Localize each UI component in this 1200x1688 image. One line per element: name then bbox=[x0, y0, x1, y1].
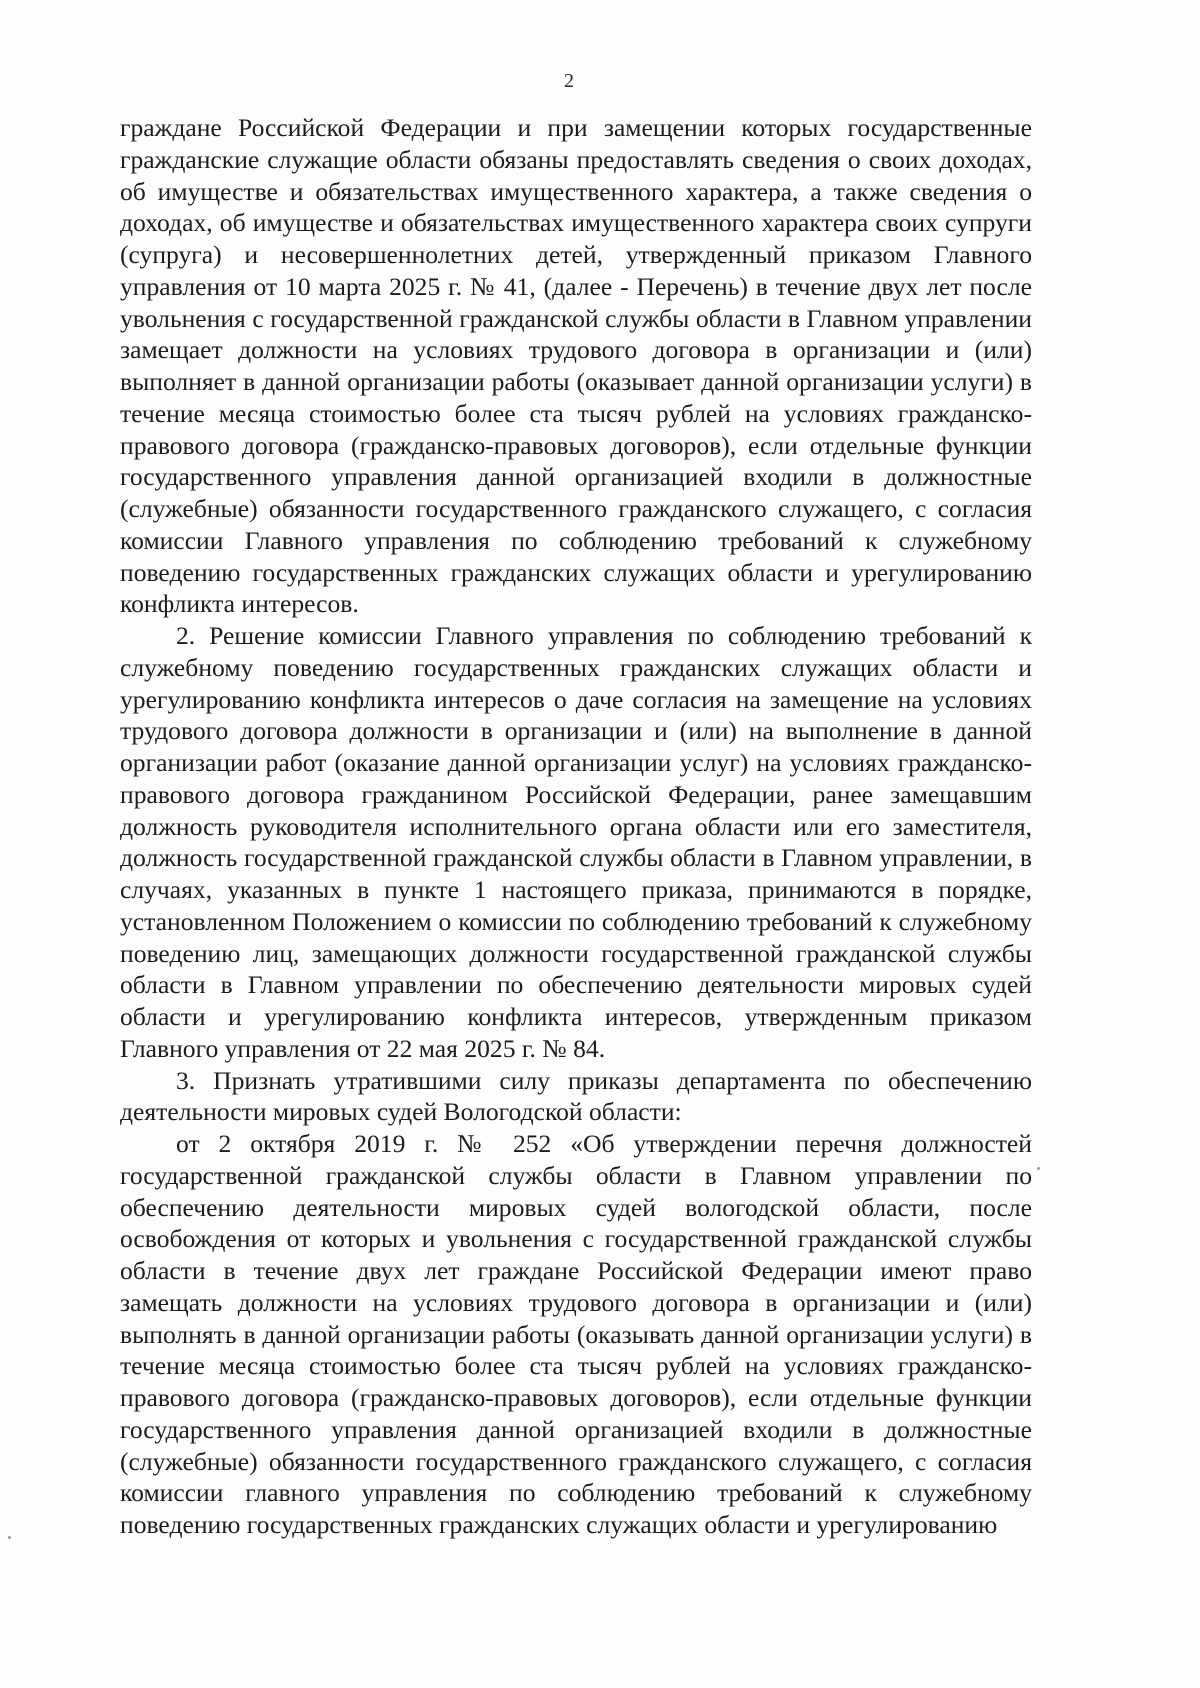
paragraph-continuation: граждане Российской Федерации и при замещении которых государственные гражданские служащие области обязаны предоставлять сведения о своих доходах, об имуществе и обязательствах имущественного характера, а также сведения о доходах, об имуществе и обязательствах имущественного характера своих супруги (супруга) и несовершеннолетних детей, утвержденный приказом Главного управления от 10 марта 2025 г. № 41, (далее - Перечень) в течение двух лет после увольнения с государственной гражданской службы области в Главном управлении замещает должности на условиях трудового договора в организации и (или) выполняет в данной организации работы (оказывает данной организации услуги) в течение месяца стоимостью более ста тысяч рублей на условиях гражданско-правового договора (гражданско-правовых договоров), если отдельные функции государственного управления данной организацией входили в должностные (служебные) обязанности государственного гражданского служащего, с согласия комиссии Главного управления по соблюдению требований к служебному поведению государственных гражданских служащих области и урегулированию конфликта интересов. bbox=[120, 113, 1032, 619]
paragraph-item-3: 3. Признать утратившими силу приказы департамента по обеспечению деятельности мировых судей Вологодской области: bbox=[120, 1065, 1032, 1127]
paragraph-item-2: 2. Решение комиссии Главного управления по соблюдению требований к служебному поведению государственных гражданских служащих области и урегулированию конфликта интересов о даче согласия на замещение на условиях трудового договора должности в организации и (или) на выполнение в данной организации работ (оказание данной организации услуг) на условиях гражданско-правового договора гражданином Российской Федерации, ранее замещавшим должность руководителя исполнительного органа области или его заместителя, должность государственной гражданской службы области в Главном управлении, в случаях, указанных в пункте 1 настоящего приказа, принимаются в порядке, установленном Положением о комиссии по соблюдению требований к служебному поведению лиц, замещающих должности государственной гражданской службы области в Главном управлении по обеспечению деятельности мировых судей области и урегулированию конфликта интересов, утвержденным приказом Главного управления от 22 мая 2025 г. № 84. bbox=[120, 621, 1032, 1063]
document-body bbox=[120, 112, 1032, 1541]
scan-speck bbox=[1037, 1167, 1040, 1170]
scan-speck bbox=[8, 1536, 11, 1539]
page-number: 2 bbox=[564, 70, 574, 92]
paragraph-order-252: от 2 октября 2019 г. № 252 «Об утверждении перечня должностей государственной гражданской службы области в Главном управлении по обеспечению деятельности мировых судей вологодской области, после освобождения от которых и увольнения с государственной гражданской службы области в течение двух лет граждане Российской Федерации имеют право замещать должности на условиях трудового договора в организации и (или) выполнять в данной организации работы (оказывать данной организации услуги) в течение месяца стоимостью более ста тысяч рублей на условиях гражданско-правового договора (гражданско-правовых договоров), если отдельные функции государственного управления данной организацией входили в должностные (служебные) обязанности государственного гражданского служащего, с согласия комиссии главного управления по соблюдению требований к служебному поведению государственных гражданских служащих области и урегулированию bbox=[120, 1129, 1032, 1539]
